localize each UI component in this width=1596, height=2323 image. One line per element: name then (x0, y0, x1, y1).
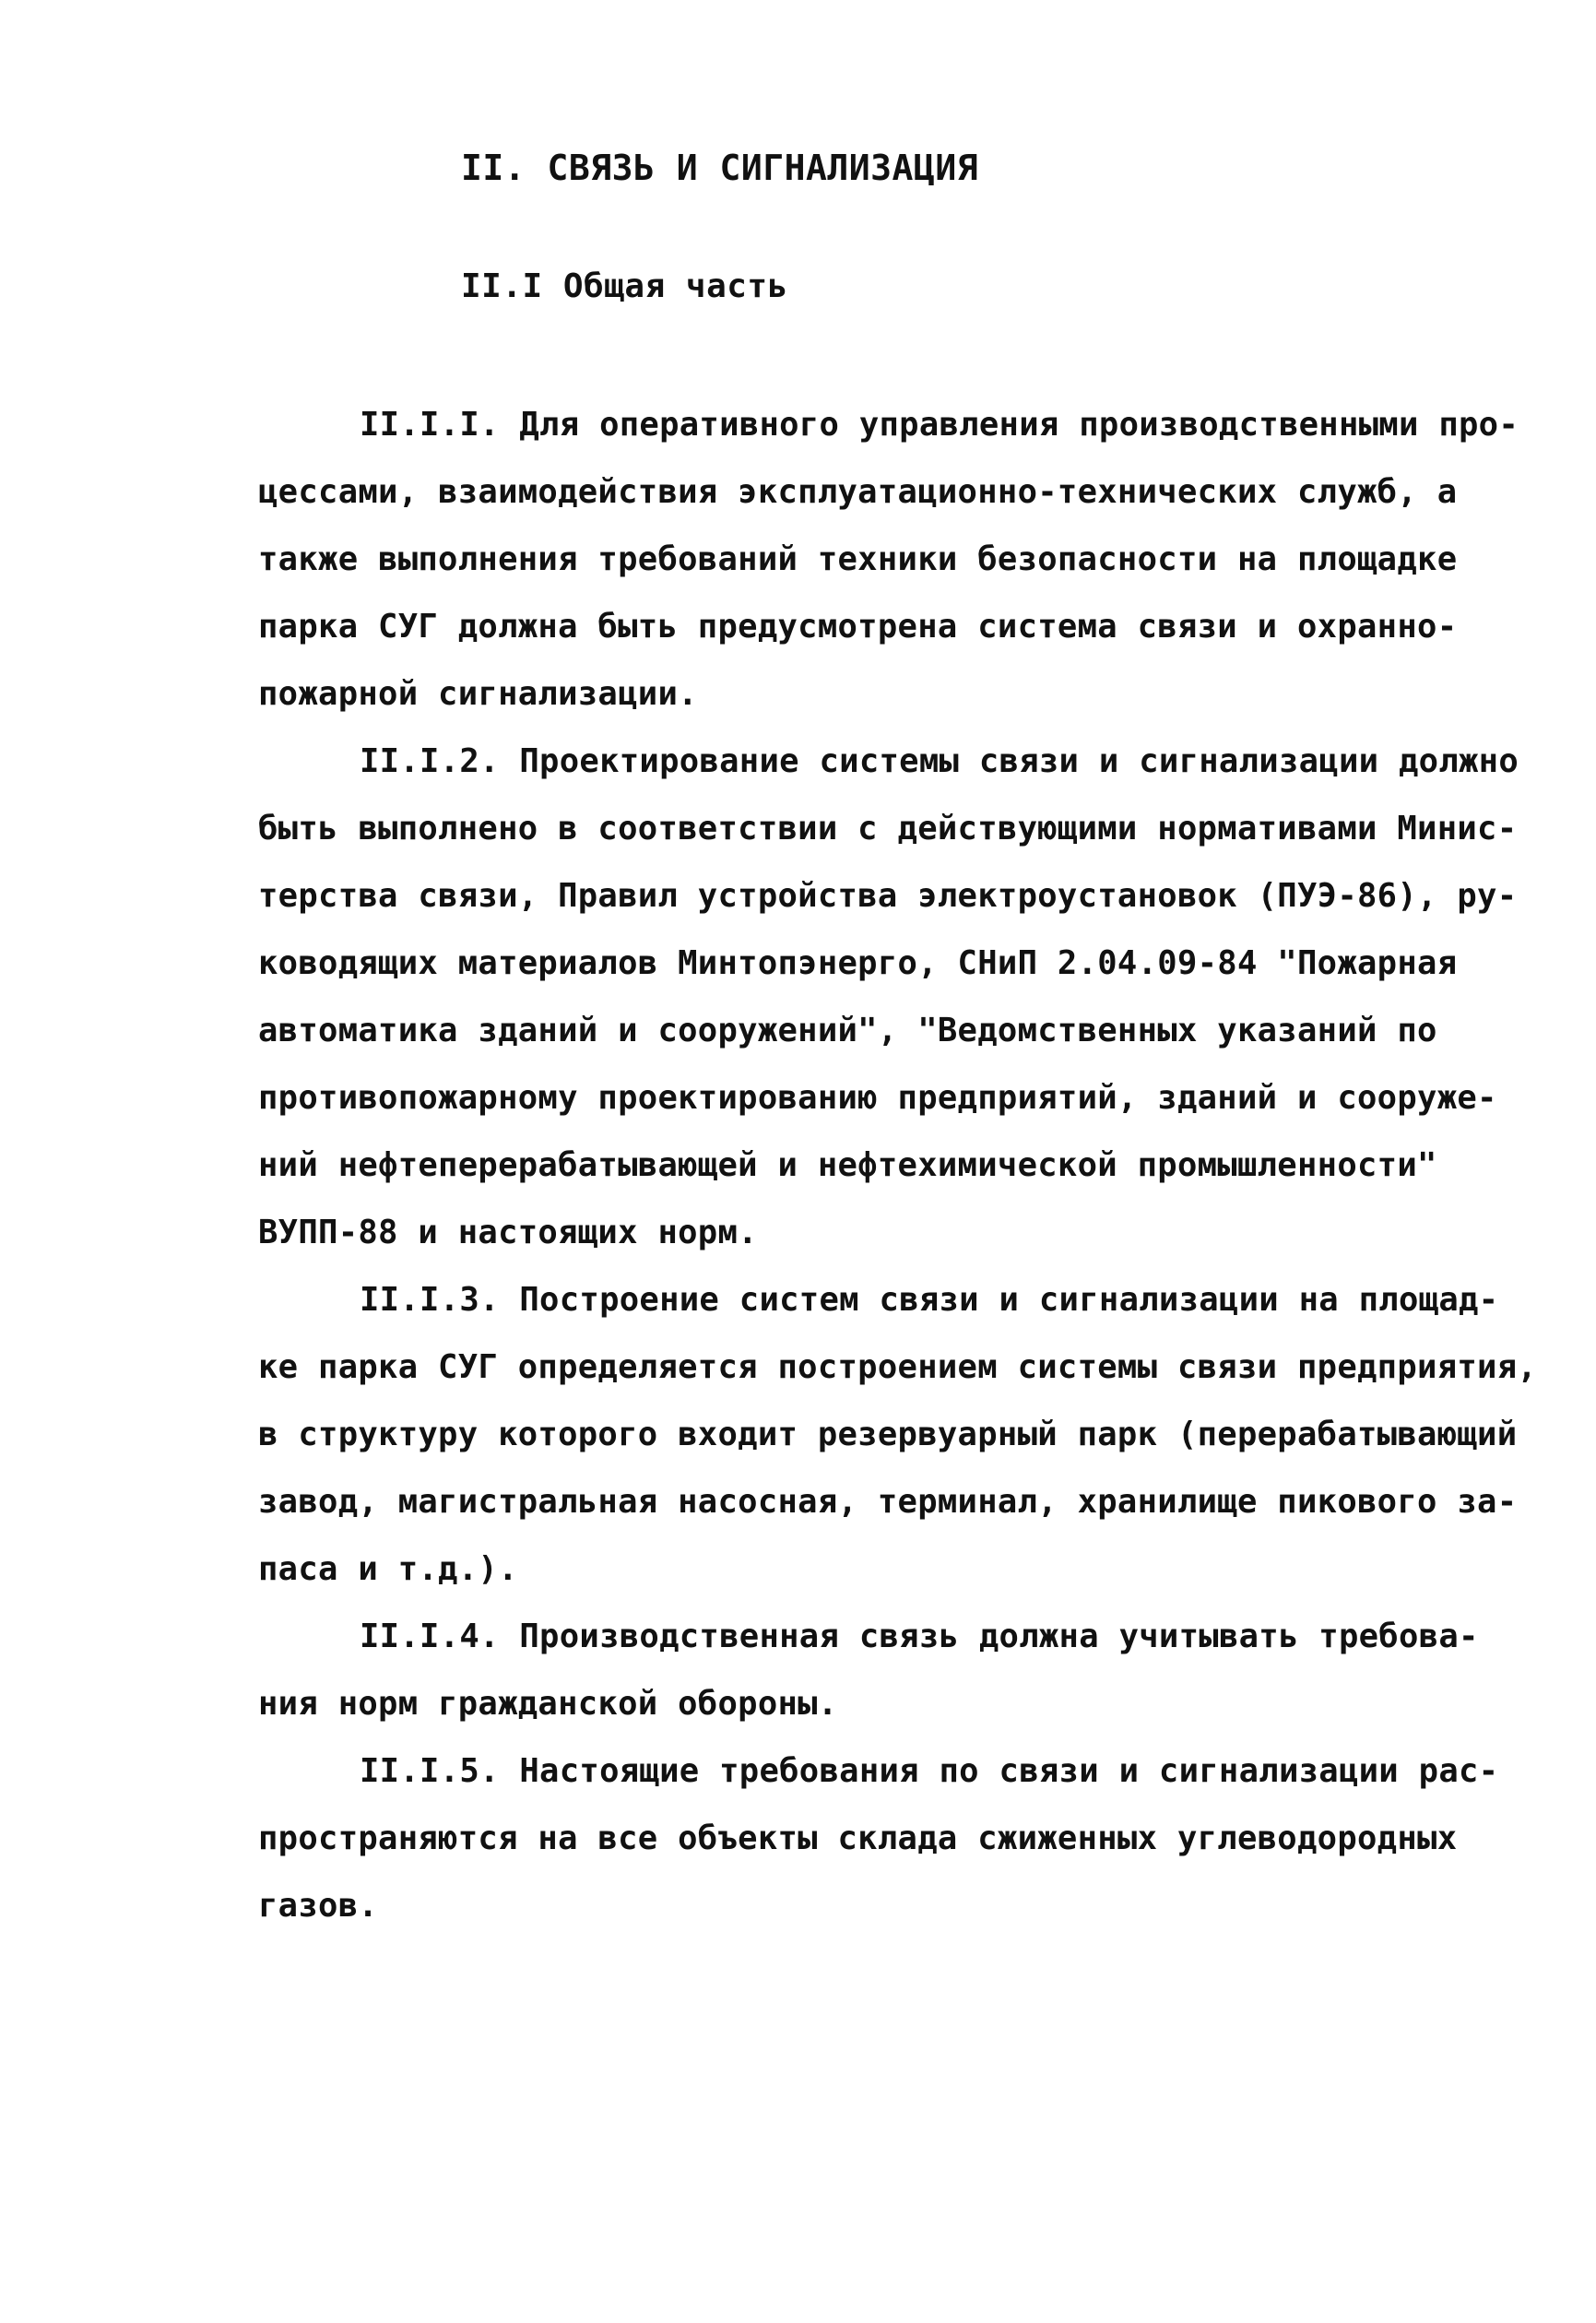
paragraph-line: в структуру которого входит резервуарный парк (перерабатывающий (258, 1416, 1518, 1453)
paragraph-line: терства связи, Правил устройства электроустановок (ПУЭ-86), ру- (258, 877, 1518, 915)
paragraph-11-1-5 (258, 1737, 1512, 1939)
paragraph-line: II.I.I. Для оперативного управления производственными про- (360, 406, 1519, 444)
paragraph-line: ководящих материалов Минтопэнерго, СНиП 2.04.09-84 "Пожарная (258, 944, 1458, 982)
paragraph-11-1-3 (258, 1266, 1538, 1603)
subsection-title: II.I Общая часть (461, 267, 788, 305)
section-title: II. СВЯЗЬ И СИГНАЛИЗАЦИЯ (461, 148, 979, 188)
paragraph-line: быть выполнено в соответствии с действующими нормативами Минис- (258, 810, 1518, 847)
paragraph-line: пожарной сигнализации. (258, 675, 698, 713)
paragraph-line: II.I.3. Построение систем связи и сигнализации на площад- (360, 1281, 1499, 1319)
paragraph-line: противопожарному проектированию предприятий, зданий и сооруже- (258, 1079, 1497, 1117)
paragraph-line: газов. (258, 1887, 379, 1925)
paragraph-line: II.I.4. Производственная связь должна учитывать требова- (360, 1618, 1479, 1655)
paragraph-line: II.I.2. Проектирование системы связи и сигнализации должно (360, 742, 1519, 780)
paragraph-line: II.I.5. Настоящие требования по связи и сигнализации рас- (360, 1752, 1499, 1790)
paragraph-line: ний нефтеперерабатывающей и нефтехимической промышленности" (258, 1146, 1437, 1184)
paragraph-line: автоматика зданий и сооружений", "Ведомственных указаний по (258, 1012, 1437, 1049)
paragraph-11-1-1 (258, 391, 1519, 728)
paragraph-11-1-4 (258, 1603, 1512, 1737)
paragraph-line: цессами, взаимодействия эксплуатационно-технических служб, а (258, 473, 1458, 511)
paragraph-line: ВУПП-88 и настоящих норм. (258, 1214, 758, 1251)
paragraph-line: ния норм гражданской обороны. (258, 1685, 838, 1723)
paragraph-11-1-2 (258, 728, 1519, 1266)
paragraph-line: пространяются на все объекты склада сжиженных углеводородных (258, 1819, 1458, 1857)
paragraph-line: парка СУГ должна быть предусмотрена система связи и охранно- (258, 608, 1458, 646)
paragraph-line: ке парка СУГ определяется построением системы связи предприятия, (258, 1348, 1538, 1386)
paragraph-line: паса и т.д.). (258, 1550, 518, 1588)
paragraph-line: завод, магистральная насосная, терминал, хранилище пикового за- (258, 1483, 1518, 1521)
paragraph-line: также выполнения требований техники безопасности на площадке (258, 540, 1458, 578)
